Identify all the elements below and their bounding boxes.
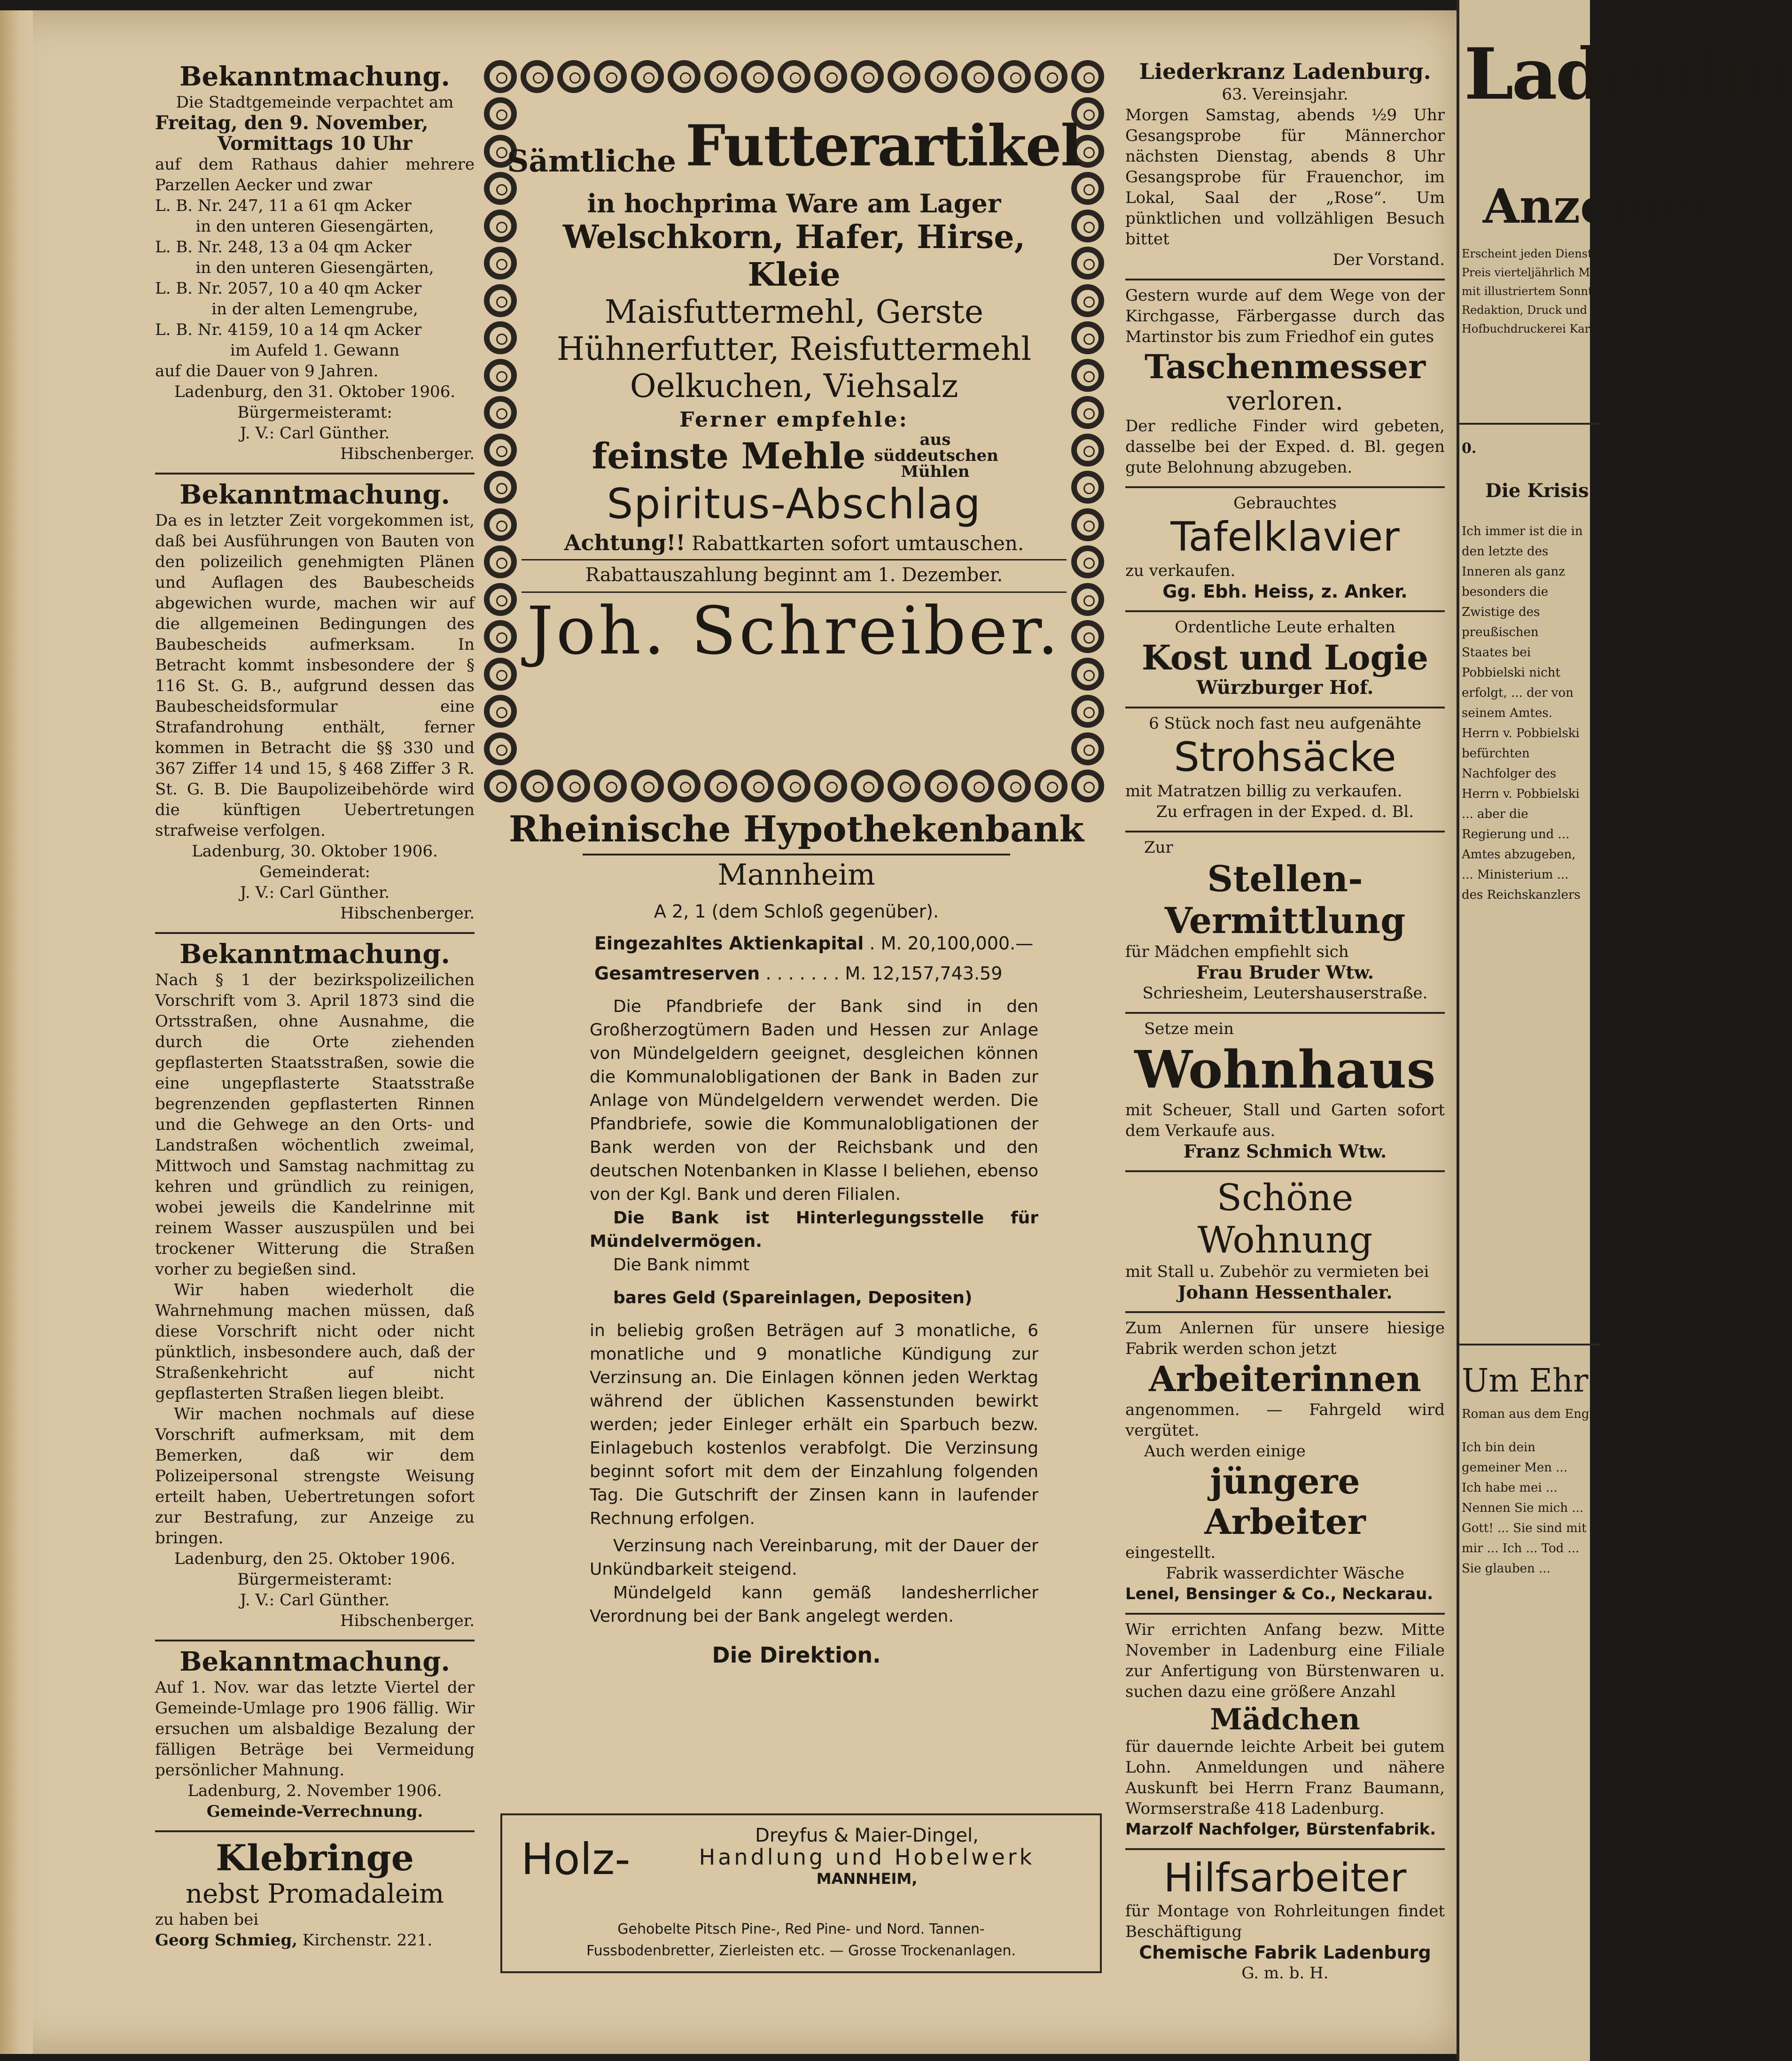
ad-address: Kirchenstr. 221. — [302, 1931, 433, 1950]
notice-title: Bekanntmachung. — [179, 1646, 450, 1677]
bank-paragraph: Verzinsung nach Vereinbarung, mit der Dauer der Unkündbarkeit steigend. — [590, 1536, 1038, 1579]
ad-signature: Lenel, Bensinger & Co., Neckarau. — [1125, 1585, 1434, 1603]
notice-office: Gemeinderat: — [259, 863, 370, 881]
notice-title: Bekanntmachung. — [179, 61, 450, 92]
chain-ring — [778, 60, 810, 93]
chain-ring — [1071, 434, 1104, 467]
chain-ring — [1071, 695, 1104, 728]
ad-line: in hochprima Ware am Lager — [587, 188, 1001, 218]
chain-ring — [484, 471, 517, 504]
ad-text: zu haben bei — [155, 1910, 259, 1929]
chain-ring — [631, 770, 664, 802]
notice-streets — [155, 934, 475, 1641]
ad-title: jüngere Arbeiter — [1204, 1462, 1366, 1542]
ad-taschenmesser — [1125, 280, 1445, 488]
masthead: Ladenbu — [1464, 33, 1792, 116]
chain-ring — [594, 60, 627, 93]
notice-dateline: Ladenburg, 2. November 1906. — [187, 1781, 442, 1800]
ad-title: Wohnhaus — [1134, 1039, 1436, 1100]
ad-wohnung — [1125, 1172, 1445, 1313]
chain-ring — [1071, 396, 1104, 429]
ad-text: Zu erfragen in der Exped. d. Bl. — [1156, 802, 1414, 821]
masthead-line: Hofbuchdruckerei Karl Molit — [1462, 322, 1628, 335]
chain-ring — [484, 732, 517, 765]
ad-line: Rabattkarten sofort umtauschen. — [691, 532, 1024, 555]
notice-text: auf die Dauer von 9 Jahren. — [155, 362, 379, 381]
chain-ring — [704, 770, 737, 802]
ad-signature: G. m. b. H. — [1241, 1964, 1329, 1983]
ad-line: Ferner empfehle: — [679, 408, 909, 432]
ad-text: mit Stall u. Zubehör zu vermieten bei — [1125, 1262, 1429, 1281]
bank-paragraph: Die Bank nimmt — [613, 1255, 750, 1275]
chain-ring — [925, 770, 958, 802]
ad-title: Mädchen — [1210, 1702, 1360, 1736]
notice-signature: Hibschenberger. — [340, 1611, 475, 1630]
notice-date: Freitag, den 9. November, — [155, 112, 429, 134]
chain-ring — [961, 770, 994, 802]
article-text: Ich bin dein gemeiner Men ... Ich habe mei ... Nennen Sie mich ... Gott! ... Sie sind mit mir ... Ich ... Tod ... Sie glauben ... — [1462, 1440, 1587, 1576]
chain-ring — [484, 508, 517, 541]
masthead-line: mit illustriertem Sonntagsbl — [1462, 285, 1623, 298]
ad-hilfsarbeiter — [1125, 1850, 1445, 1983]
notice-title: Bekanntmachung. — [179, 479, 450, 510]
chain-ring — [851, 770, 884, 802]
notice-signature: J. V.: Carl Günther. — [240, 424, 390, 443]
notice-text: Wir machen nochmals auf diese Vorschrift aufmerksam, mit dem Bemerken, daß wir dem Polizeipersonal strengste Weisung erteilt haben, Uebertretungen sofort zur Bestrafung, zur Anzeige zu bringen. — [155, 1405, 475, 1548]
ad-title: Strohsäcke — [1174, 734, 1396, 781]
ad-text: Schriesheim, Leutershauserstraße. — [1142, 984, 1428, 1003]
ad-signature: Marzolf Nachfolger, Bürstenfabrik. — [1125, 1820, 1436, 1839]
ad-title: Schöne Wohnung — [1197, 1177, 1373, 1261]
ad-line: aus süddeutschen Mühlen — [874, 430, 998, 481]
chain-ring — [484, 210, 517, 242]
article-title: Um Ehre und — [1462, 1362, 1679, 1400]
notice-time: Vormittags 10 Uhr — [217, 132, 413, 155]
ad-text: Gestern wurde auf dem Wege von der Kirchgasse, Färbergasse durch das Martinstor bis zum Friedhof ein gutes — [1125, 286, 1445, 346]
chain-ring — [484, 658, 517, 691]
chain-ring — [484, 434, 517, 467]
ad-line: Rabattauszahlung beginnt am 1. Dezember. — [522, 560, 1067, 593]
ad-hypothekenbank — [489, 808, 1104, 1668]
ad-signature: Der Vorstand. — [1332, 250, 1445, 269]
ad-text: Wir errichten Anfang bezw. Mitte November in Ladenburg eine Filiale zur Anfertigung von Bürstenwaren u. suchen dazu eine größere Anzahl — [1125, 1620, 1445, 1701]
chain-ring — [1071, 658, 1104, 691]
chain-ring — [1071, 321, 1104, 354]
ad-text: mit Scheuer, Stall und Garten sofort dem Verkaufe aus. — [1125, 1101, 1445, 1140]
ad-title: Taschenmesser — [1145, 347, 1426, 386]
chain-ring — [741, 60, 774, 93]
chain-ring — [1071, 508, 1104, 541]
ad-title: Rheinische Hypothekenbank — [509, 808, 1084, 850]
masthead-line: Preis vierteljährlich Mk — [1462, 266, 1597, 279]
ad-text: Fabrik wasserdichter Wäsche — [1166, 1564, 1404, 1583]
chain-ring — [998, 770, 1031, 802]
chain-ring — [1071, 471, 1104, 504]
notice-signature: J. V.: Carl Günther. — [240, 883, 390, 902]
capital-label: Eingezahltes Aktienkapital — [594, 933, 864, 954]
ad-strohsaecke — [1125, 708, 1445, 832]
chain-ring — [484, 770, 517, 802]
notice-signature: Hibschenberger. — [340, 444, 475, 463]
parcel-line: L. B. Nr. 248, 13 a 04 qm Acker — [155, 238, 412, 257]
ad-line: feinste Mehle — [592, 435, 866, 477]
ad-title: Hilfsarbeiter — [1163, 1855, 1407, 1901]
ad-warning: Achtung!! — [564, 530, 686, 555]
reserves-label: Gesamtreserven — [594, 963, 760, 984]
ad-maedchen — [1125, 1615, 1445, 1850]
ad-text: 63. Vereinsjahr. — [1222, 85, 1348, 104]
parcel-line: in den unteren Giesengärten, — [195, 258, 434, 277]
ad-text: für dauernde leichte Arbeit bei gutem Lohn. Anmeldungen und nähere Auskunft bei Herrn Franz Baumann, Wormserstraße 418 Ladenburg. — [1125, 1737, 1445, 1818]
chain-ring — [668, 60, 701, 93]
ad-line: Maisfuttermehl, Gerste — [604, 294, 984, 331]
ad-signature: Würzburger Hof. — [1196, 677, 1374, 699]
issue-number: 0. — [1462, 440, 1477, 457]
ad-line: Fussbodenbretter, Zierleisten etc. — Grosse Trockenanlagen. — [586, 1943, 1016, 1959]
ad-klebringe — [155, 1832, 475, 1951]
chain-ring — [1035, 770, 1067, 802]
notice-text: Da es in letzter Zeit vorgekommen ist, daß bei Ausführungen von Bauten von den polizeilich genehmigten Plänen und Auflagen des Baubescheids abgewichen wurde, machen wir auf die allgemeinen Bedingungen des Baubescheids aufmerksam. In Betracht kommt insbesondere der § 116 St. G. B., aufgrund dessen das Baubescheidsformular eine Strafandrohung enthält, ferner kommen in Betracht die §§ 330 und 367 Ziffer 14 und 15, § 468 Ziffer 3 R. St. G. B. Die Baupolizeibehörde wird die künftigen Uebertretungen strafweise verfolgen. — [155, 511, 475, 840]
ad-text: für Montage von Rohrleitungen findet Beschäftigung — [1125, 1902, 1445, 1941]
chain-ring — [814, 770, 847, 802]
chain-ring — [484, 60, 517, 93]
chain-ring — [1071, 770, 1104, 802]
chain-ring — [1071, 284, 1104, 317]
chain-ring — [484, 97, 517, 130]
parcel-line: L. B. Nr. 4159, 10 a 14 qm Acker — [155, 320, 422, 339]
article-title: Die Krisis. — [1485, 480, 1596, 502]
chain-ring — [778, 770, 810, 802]
reserves-value: . . . . . . . M. 12,157,743.59 — [765, 963, 1003, 984]
notice-text: Auf 1. Nov. war das letzte Viertel der Gemeinde-Umlage pro 1906 fällig. Wir ersuchen um alsbaldige Bezalung der fälligen Beträge bei Vermeidung persönlicher Mahnung. — [155, 1678, 475, 1780]
chain-ring — [484, 583, 517, 616]
bank-paragraph: bares Geld (Spareinlagen, Depositen) — [613, 1288, 973, 1307]
chain-ring — [814, 60, 847, 93]
chain-ring — [925, 60, 958, 93]
ad-text: Der redliche Finder wird gebeten, dasselbe bei der Exped. d. Bl. gegen gute Belohnung abzugeben. — [1125, 417, 1445, 477]
ad-line: Oelkuchen, Viehsalz — [630, 368, 958, 405]
notice-lease — [155, 56, 475, 474]
notice-text: auf dem Rathaus dahier mehrere Parzellen Aecker und zwar — [155, 155, 475, 194]
chain-ring — [888, 60, 920, 93]
chain-ring — [484, 545, 517, 578]
ad-line: Welschkorn, Hafer, Hirse, Kleie — [562, 218, 1026, 294]
chain-ring — [1071, 359, 1104, 392]
notice-office: Bürgermeisteramt: — [237, 1570, 392, 1589]
ad-title: Futterartikel — [685, 113, 1081, 179]
ad-title: Vermittlung — [1164, 900, 1406, 941]
notice-signature: Hibschenberger. — [340, 904, 475, 923]
parcel-line: L. B. Nr. 2057, 10 a 40 qm Acker — [155, 279, 422, 298]
chain-ring — [1035, 60, 1067, 93]
ad-city: Mannheim — [583, 854, 1010, 892]
chain-ring — [557, 60, 590, 93]
chain-ring — [521, 770, 553, 802]
chain-ring — [631, 60, 664, 93]
notice-text: Nach § 1 der bezirkspolizeilichen Vorschrift vom 3. April 1873 sind die Ortsstraßen, ohne Ausnahme, die durch die Orte ziehenden gepflasterten Staatsstraßen, sowie die eine ungepflasterte Staatsstraße begrenzenden gepflasterten Rinnen und die Gehwege an den Orts- und Landstraßen wöchentlich zweimal, Mittwoch und Samstag nachmittag zu kehren und gründlich zu reinigen, wobei jeweils die Kandelrinne mit reinem Wasser auszuspülen und bei trockener Witterung die Straßen vorher zu begießen sind. — [155, 971, 475, 1279]
ad-signature: Frau Bruder Wtw. — [1196, 962, 1374, 983]
notice-dateline: Ladenburg, 30. Oktober 1906. — [192, 842, 438, 861]
chain-ring — [557, 770, 590, 802]
ad-title: Stellen- — [1207, 858, 1363, 900]
notice-office: Bürgermeisteramt: — [237, 403, 392, 422]
chain-ring — [851, 60, 884, 93]
ad-signature: Joh. Schreiber. — [527, 593, 1061, 669]
chain-ring — [484, 284, 517, 317]
chain-ring — [521, 60, 553, 93]
masthead-sub: Anzeiger — [1483, 179, 1715, 234]
chain-ring — [888, 770, 920, 802]
ad-text: Morgen Samstag, abends ½9 Uhr Gesangsprobe für Männerchor nächsten Dienstag, abends 8 Uhr Gesangsprobe für Frauenchor, im Lokal, Saal der „Rose“. Um pünktlichen und vollzähligen Besuch bittet — [1125, 106, 1445, 249]
ad-signature: Franz Schmich Wtw. — [1183, 1141, 1387, 1162]
ad-holz — [500, 1813, 1102, 1973]
ad-liederkranz — [1125, 54, 1445, 280]
notice-text: Wir haben wiederholt die Wahrnehmung machen müssen, daß diese Vorschrift nicht oder nicht pünktlich, insbesondere auch, daß der Straßenkehricht auf nicht gepflasterten Straßen liegen bleibt. — [155, 1281, 475, 1403]
ad-title: Liederkranz Ladenburg. — [1139, 59, 1431, 84]
chain-ring — [484, 247, 517, 280]
ad-title: Tafelklavier — [1170, 513, 1400, 560]
ad-signature: Johann Hessenthaler. — [1177, 1282, 1393, 1303]
chain-ring — [998, 60, 1031, 93]
ad-stellenvermittlung — [1125, 832, 1445, 1014]
bank-paragraph: Die Pfandbriefe der Bank sind in den Großherzogtümern Baden und Hessen zur Anlage von Mündelgeldern geeignet, desgleichen können die Kommunalobligationen der Bank in Baden zur Anlage von Mündelgeldern verwendet werden. Die Pfandbriefe, sowie die Kommunalobligationen der Bank werden von der Reichsbank und den deutschen Notenbanken in Klasse I beliehen, ebenso von der Kgl. Bank und deren Filialen. — [590, 997, 1038, 1204]
chain-ring — [484, 321, 517, 354]
ad-text: mit Matratzen billig zu verkaufen. — [1125, 782, 1402, 801]
ad-arbeiterinnen — [1125, 1313, 1445, 1615]
chain-ring — [484, 359, 517, 392]
notice-dateline: Ladenburg, den 25. Oktober 1906. — [174, 1549, 456, 1568]
notice-building — [155, 474, 475, 934]
ad-text: Ordentliche Leute erhalten — [1175, 618, 1395, 637]
chain-ring — [1071, 732, 1104, 765]
ad-subtitle: verloren. — [1227, 386, 1343, 416]
chain-ring — [704, 60, 737, 93]
ad-tafelklavier — [1125, 488, 1445, 612]
bank-paragraph: in beliebig großen Beträgen auf 3 monatliche, 6 monatliche und 9 monatliche Kündigung zur Verzinsung an. Die Einlagen können jeden Werktag während der üblichen Kassenstunden bewirkt werden; jeder Einleger erhält ein Sparbuch bezw. Einlagebuch kostenlos verabfolgt. Die Verzinsung beginnt sofort mit dem der Einzahlung folgenden Tag. Die Gutschrift der Zinsen kann in laufender Rechnung erfolgen. — [590, 1321, 1038, 1528]
column-right — [1125, 54, 1445, 1983]
ad-text: Zur — [1144, 838, 1173, 857]
adjacent-page — [1457, 0, 1792, 2061]
ad-text: Gebrauchtes — [1233, 494, 1337, 513]
ad-text: Setze mein — [1144, 1019, 1234, 1038]
chain-ring — [668, 770, 701, 802]
ad-type: Handlung und Hobelwerk — [699, 1844, 1035, 1870]
ad-firm: Dreyfus & Maier-Dingel, — [755, 1825, 979, 1846]
chain-ring — [1071, 247, 1104, 280]
ad-futterartikel — [507, 101, 1081, 669]
parcel-line: in den unteren Giesengärten, — [195, 217, 434, 236]
parcel-line: in der alten Lemengrube, — [211, 300, 418, 319]
chain-ring — [1071, 545, 1104, 578]
ad-text: angenommen. — Fahrgeld wird vergütet. — [1125, 1400, 1445, 1440]
article-text: Ich immer ist die in den letzte des Inneren als ganz besonders die Zwistige des preußischen Staates bei Pobbielski nicht erfolgt, ... der von seinem Amtes. Herrn v. Pobbielski befürchten Nachfolger des Herrn v. Pobbielski ... aber die Regierung und ... Amtes abzugeben, ... Ministerium ... des Reichskanzlers — [1462, 524, 1583, 902]
chain-ring — [961, 60, 994, 93]
notice-signature: J. V.: Carl Günther. — [240, 1591, 390, 1610]
ad-text: zu verkaufen. — [1125, 561, 1236, 580]
notice-text: Die Stadtgemeinde verpachtet am — [176, 93, 454, 112]
bank-paragraph: Die Bank ist Hinterlegungsstelle für Mündelvermögen. — [590, 1208, 1038, 1251]
ad-address: A 2, 1 (dem Schloß gegenüber). — [654, 901, 939, 922]
column-left — [155, 56, 475, 1951]
chain-ring — [741, 770, 774, 802]
ad-text: 6 Stück noch fast neu aufgenähte — [1149, 714, 1421, 733]
masthead-line: Redaktion, Druck und — [1462, 303, 1588, 317]
ad-signature: Chemische Fabrik Ladenburg — [1139, 1942, 1431, 1963]
capital-value: . M. 20,100,000.— — [869, 933, 1034, 954]
ad-text: Auch werden einige — [1144, 1442, 1306, 1461]
parcel-line: im Aufeld 1. Gewann — [230, 341, 400, 360]
bank-paragraph: Mündelgeld kann gemäß landesherrlicher Verordnung bei der Bank angelegt werden. — [590, 1583, 1038, 1626]
ad-wohnhaus — [1125, 1014, 1445, 1172]
ad-text: Zum Anlernen für unsere hiesige Fabrik werden schon jetzt — [1125, 1319, 1445, 1358]
notice-title: Bekanntmachung. — [179, 939, 450, 970]
chain-ring — [484, 396, 517, 429]
chain-ring — [1071, 583, 1104, 616]
ad-text: eingestellt. — [1125, 1543, 1216, 1562]
ad-name: Georg Schmieg, — [155, 1931, 297, 1950]
chain-ring — [1071, 620, 1104, 653]
masthead-info — [1462, 244, 1744, 338]
parcel-line: L. B. Nr. 247, 11 a 61 qm Acker — [155, 196, 412, 215]
chain-ring — [484, 620, 517, 653]
ad-title: Holz- — [521, 1834, 631, 1884]
ad-text: für Mädchen empfiehlt sich — [1125, 942, 1349, 961]
ad-subtitle: nebst Promadaleim — [185, 1879, 444, 1909]
notice-tax — [155, 1641, 475, 1832]
ad-line: Gehobelte Pitsch Pine-, Red Pine- und Nord. Tannen- — [617, 1921, 985, 1937]
ad-kost — [1125, 612, 1445, 708]
ad-signature: Die Direktion. — [712, 1642, 881, 1668]
chain-ring — [1071, 60, 1104, 93]
notice-office: Gemeinde-Verrechnung. — [206, 1802, 423, 1821]
chain-ring — [594, 770, 627, 802]
ad-pretitle: Sämtliche — [507, 144, 676, 179]
notice-dateline: Ladenburg, den 31. Oktober 1906. — [174, 382, 456, 401]
article-subtitle: Roman aus dem Englischen von Ch — [1462, 1407, 1681, 1421]
ad-line: Hühnerfutter, Reisfuttermehl — [556, 331, 1032, 368]
masthead-line: Erscheint jeden Dienstag und — [1462, 247, 1632, 260]
ad-title: Klebringe — [215, 1837, 414, 1879]
chain-ring — [484, 695, 517, 728]
ad-title: Arbeiterinnen — [1148, 1359, 1422, 1400]
ad-signature: Gg. Ebh. Heiss, z. Anker. — [1162, 581, 1408, 602]
ad-line: Spiritus-Abschlag — [607, 480, 982, 528]
page-edge — [0, 10, 33, 2054]
ad-title: Kost und Logie — [1141, 638, 1429, 677]
ad-city: MANNHEIM, — [816, 1870, 918, 1888]
chain-ring — [1071, 210, 1104, 242]
